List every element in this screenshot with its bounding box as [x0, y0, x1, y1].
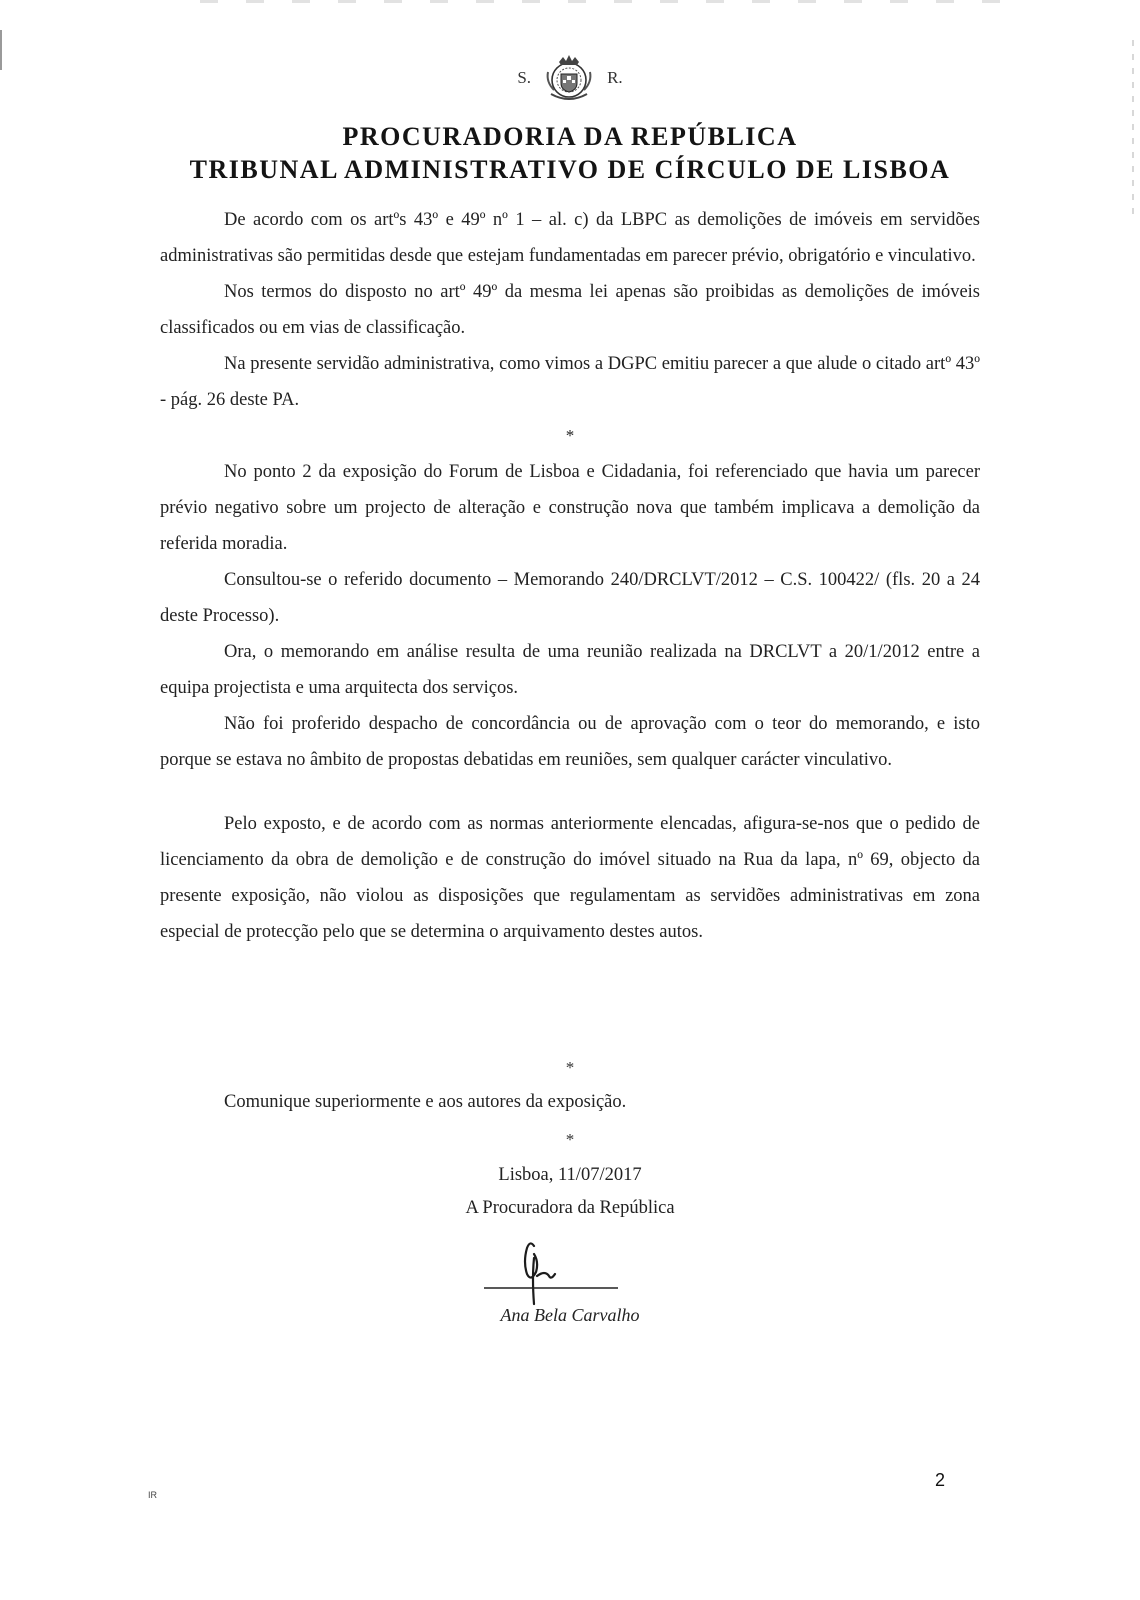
paragraph: Consultou-se o referido documento – Memorando 240/DRCLVT/2012 – C.S. 100422/ (fls. 20 a 24 deste Processo).: [160, 570, 980, 626]
coat-of-arms-seal: [541, 50, 597, 106]
paragraph: Ora, o memorando em análise resulta de uma reunião realizada na DRCLVT a 20/1/2012 entre a equipa projectista e uma arquitecta dos serviços.: [160, 642, 980, 698]
spacer: [160, 778, 980, 806]
header-letter-left: S.: [517, 68, 532, 87]
paragraph: Nos termos do disposto no artº 49º da mesma lei apenas são proibidas as demolições de imóveis classificados ou em vias de classificação.: [160, 282, 980, 338]
communique-line: Comunique superiormente e aos autores da exposição.: [224, 1092, 627, 1112]
header-seal-row: [0, 50, 1140, 106]
separator-asterisk: *: [565, 1058, 575, 1077]
separator-asterisk: *: [565, 1130, 575, 1149]
paragraph: Na presente servidão administrativa, como vimos a DGPC emitiu parecer a que alude o citado artº 43º - pág. 26 deste PA.: [160, 354, 980, 410]
place-date: Lisboa, 11/07/2017: [498, 1165, 642, 1185]
paragraph: Não foi proferido despacho de concordância ou de aprovação com o teor do memorando, e isto porque se estava no âmbito de propostas debatidas em reuniões, sem qualquer carácter vinculativo.: [160, 714, 980, 770]
footer-mark: IR: [148, 1490, 157, 1500]
signatory-name: Ana Bela Carvalho: [500, 1305, 640, 1325]
paragraph: De acordo com os artºs 43º e 49º nº 1 – al. c) da LBPC as demolições de imóveis em servidões administrativas são permitidas desde que estejam fundamentadas em parecer prévio, obrigatório e vinculativo.: [160, 210, 980, 266]
signatory-role: A Procuradora da República: [465, 1198, 675, 1218]
scan-artifact-top: [200, 0, 1020, 3]
header-letter-right: R.: [607, 68, 623, 87]
handwritten-signature: [482, 1238, 622, 1308]
page-number: 2: [934, 1470, 945, 1490]
separator-asterisk: *: [565, 426, 575, 445]
page-title-line-1: PROCURADORIA DA REPÚBLICA: [342, 122, 798, 151]
paragraph-conclusion: Pelo exposto, e de acordo com as normas anteriormente elencadas, afigura-se-nos que o pedido de licenciamento da obra de demolição e de construção do imóvel situado na Rua da lapa, nº 69, objecto da presente exposição, não violou as disposições que regulamentam as servidões administrativas em zona especial de protecção pelo que se determina o arquivamento destes autos.: [160, 814, 980, 942]
document-body: [160, 202, 980, 950]
page-title-line-2: TRIBUNAL ADMINISTRATIVO DE CÍRCULO DE LISBOA: [189, 155, 951, 184]
paragraph: No ponto 2 da exposição do Forum de Lisboa e Cidadania, foi referenciado que havia um parecer prévio negativo sobre um projecto de alteração e construção nova que também implicava a demolição da referida moradia.: [160, 462, 980, 554]
